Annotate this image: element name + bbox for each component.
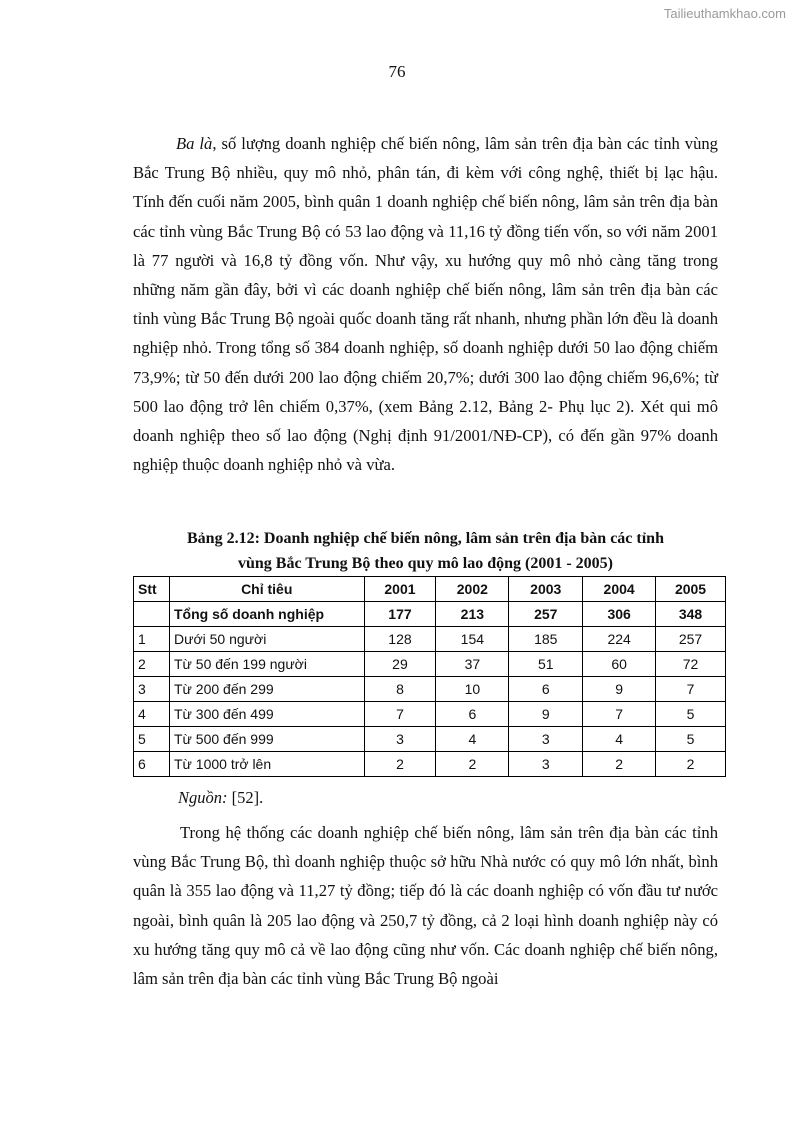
table-cell: 37: [436, 652, 509, 677]
table-row: [134, 652, 726, 677]
table-cell: 7: [364, 702, 436, 727]
table-cell: 4: [134, 702, 170, 727]
table-cell: 10: [436, 677, 509, 702]
table-cell: Tổng số doanh nghiệp: [169, 602, 364, 627]
table-cell: 3: [509, 727, 583, 752]
table-cell: 257: [656, 627, 726, 652]
paragraph-1-lead: Ba là: [176, 134, 213, 153]
table-cell: 4: [436, 727, 509, 752]
table-cell: 185: [509, 627, 583, 652]
table-header-row: [134, 577, 726, 602]
table-cell: 5: [656, 727, 726, 752]
table-cell: 29: [364, 652, 436, 677]
column-header: 2004: [583, 577, 656, 602]
table-cell: 3: [509, 752, 583, 777]
table-cell: 5: [656, 702, 726, 727]
table-cell: 72: [656, 652, 726, 677]
table-cell: 7: [656, 677, 726, 702]
table-cell: 306: [583, 602, 656, 627]
table-title-line-1: Bảng 2.12: Doanh nghiệp chế biến nông, lâm sản trên địa bàn các tỉnh: [187, 530, 664, 547]
table-cell: 224: [583, 627, 656, 652]
table-cell: 2: [364, 752, 436, 777]
table-row-total: [134, 602, 726, 627]
data-table: [133, 576, 726, 777]
table-cell: 6: [436, 702, 509, 727]
table-cell: 9: [583, 677, 656, 702]
column-header: 2001: [364, 577, 436, 602]
table-source: [178, 788, 263, 808]
table-cell: 2: [583, 752, 656, 777]
source-label: Nguồn:: [178, 788, 228, 807]
table-cell: 3: [364, 727, 436, 752]
table-cell: 177: [364, 602, 436, 627]
table-cell: Từ 500 đến 999: [169, 727, 364, 752]
table-cell: 8: [364, 677, 436, 702]
paragraph-1: [133, 129, 718, 479]
table-cell: 60: [583, 652, 656, 677]
table-row: [134, 727, 726, 752]
table-title: [133, 526, 718, 576]
column-header: 2005: [656, 577, 726, 602]
page-number: 76: [388, 62, 406, 81]
table-cell: 2: [656, 752, 726, 777]
table-cell: 4: [583, 727, 656, 752]
table-cell: Từ 1000 trở lên: [169, 752, 364, 777]
table-cell: 257: [509, 602, 583, 627]
table-cell: 6: [509, 677, 583, 702]
table-cell: 3: [134, 677, 170, 702]
table-cell: 1: [134, 627, 170, 652]
table-cell: Từ 50 đến 199 người: [169, 652, 364, 677]
column-header: Stt: [134, 577, 170, 602]
table-cell: 5: [134, 727, 170, 752]
source-value: [52].: [227, 788, 264, 807]
table-cell: Dưới 50 người: [169, 627, 364, 652]
table-cell: 7: [583, 702, 656, 727]
paragraph-1-text: , số lượng doanh nghiệp chế biến nông, lâm sản trên địa bàn các tỉnh vùng Bắc Trung Bộ nhiều, quy mô nhỏ, phân tán, đi kèm với công nghệ, thiết bị lạc hậu. Tính đến cuối năm 2005, bình quân 1 doanh nghiệp chế biến nông, lâm sản trên địa bàn các tỉnh vùng Bắc Trung Bộ có 53 lao động và 11,16 tỷ đồng tiến vốn, so với năm 2001 là 77 người và 16,8 tỷ đồng vốn. Như vậy, xu hướng quy mô nhỏ càng tăng trong những năm gần đây, bởi vì các doanh nghiệp chế biến nông, lâm sản trên địa bàn các tỉnh vùng Bắc Trung Bộ ngoài quốc doanh tăng rất nhanh, nhưng phần lớn đều là doanh nghiệp nhỏ. Trong tổng số 384 doanh nghiệp, số doanh nghiệp dưới 50 lao động chiếm 73,9%; từ 50 đến dưới 200 lao động chiếm 20,7%; dưới 300 lao động chiếm 96,6%; từ 500 lao động trở lên chiếm 0,37%, (xem Bảng 2.12, Bảng 2- Phụ lục 2). Xét qui mô doanh nghiệp theo số lao động (Nghị định 91/2001/NĐ-CP), có đến gần 97% doanh nghiệp thuộc doanh nghiệp nhỏ và vừa.: [133, 134, 718, 475]
column-header: 2003: [509, 577, 583, 602]
column-header: Chỉ tiêu: [169, 577, 364, 602]
table-cell: Từ 200 đến 299: [169, 677, 364, 702]
table-row: [134, 627, 726, 652]
table-row: [134, 677, 726, 702]
table-row: [134, 702, 726, 727]
table-cell: 213: [436, 602, 509, 627]
watermark: Tailieuthamkhao.com: [663, 6, 786, 21]
table-cell: 348: [656, 602, 726, 627]
table-cell: 128: [364, 627, 436, 652]
table-cell: Từ 300 đến 499: [169, 702, 364, 727]
table-cell: 2: [134, 652, 170, 677]
column-header: 2002: [436, 577, 509, 602]
table-cell: 2: [436, 752, 509, 777]
table-cell: 9: [509, 702, 583, 727]
table-cell: 51: [509, 652, 583, 677]
table-cell: 154: [436, 627, 509, 652]
paragraph-2: Trong hệ thống các doanh nghiệp chế biến nông, lâm sản trên địa bàn các tỉnh vùng Bắc Trung Bộ, thì doanh nghiệp thuộc sở hữu Nhà nước có quy mô lớn nhất, bình quân là 355 lao động và 11,27 tỷ đồng; tiếp đó là các doanh nghiệp có vốn đầu tư nước ngoài, bình quân là 205 lao động và 250,7 tỷ đồng, cả 2 loại hình doanh nghiệp này có xu hướng tăng quy mô cả về lao động cũng như vốn. Các doanh nghiệp chế biến nông, lâm sản trên địa bàn các tỉnh vùng Bắc Trung Bộ ngoài: [133, 823, 718, 989]
table-row: [134, 752, 726, 777]
table-title-line-2: vùng Bắc Trung Bộ theo quy mô lao động (2001 - 2005): [237, 555, 613, 572]
table-cell: 6: [134, 752, 170, 777]
table-cell: [134, 602, 170, 627]
